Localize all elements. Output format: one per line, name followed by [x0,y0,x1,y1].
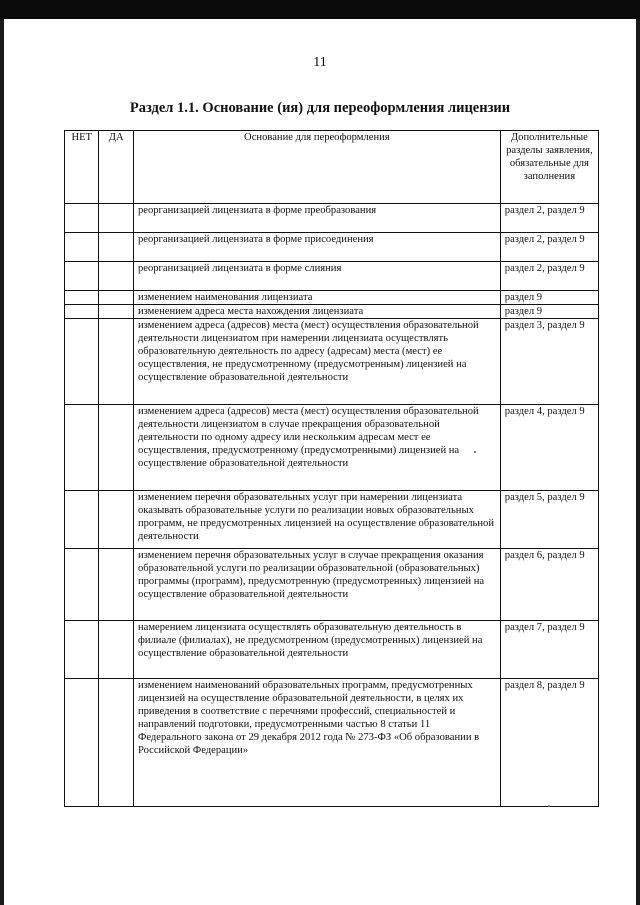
table-row [65,549,599,621]
scan-speck [474,451,476,453]
checkbox-cell-net[interactable] [65,405,99,491]
basis-cell: намерением лицензиата осуществлять образовательную деятельность в филиале (филиалах), не предусмотренном (предусмотренных) лицензией на осуществление образовательной деятельности [133,621,500,679]
basis-cell: изменением адреса места нахождения лицензиата [133,305,500,319]
basis-table [64,130,599,807]
basis-cell: реорганизацией лицензиата в форме преобразования [133,204,500,233]
extra-sections-cell: раздел 7, раздел 9 [500,621,598,679]
section-title: Раздел 1.1. Основание (ия) для переоформления лицензии [129,100,511,116]
header-basis: Основание для переоформления [133,131,500,204]
checkbox-cell-net[interactable] [65,319,99,405]
checkbox-cell-da[interactable] [99,262,133,291]
extra-sections-cell: раздел 8, раздел 9 [500,679,598,807]
table-row [65,262,599,291]
table-row [65,621,599,679]
table-row [65,291,599,305]
checkbox-cell-da[interactable] [99,305,133,319]
basis-cell: изменением наименования лицензиата [133,291,500,305]
basis-cell: изменением адреса (адресов) места (мест) осуществления образовательной деятельности лицензиатом в случае прекращения образовательной деятельности по одному адресу или нескольким адресам мест ее осуществления, предусмотренному (предусмотренными) лицензией на осуществление образовательной деятельности [133,405,500,491]
checkbox-cell-da[interactable] [99,679,133,807]
checkbox-cell-net[interactable] [65,491,99,549]
checkbox-cell-da[interactable] [99,621,133,679]
scan-left-border [0,19,4,905]
checkbox-cell-da[interactable] [99,291,133,305]
checkbox-cell-net[interactable] [65,679,99,807]
extra-sections-cell: раздел 2, раздел 9 [500,233,598,262]
checkbox-cell-da[interactable] [99,204,133,233]
checkbox-cell-net[interactable] [65,204,99,233]
extra-sections-cell: раздел 2, раздел 9 [500,204,598,233]
table-row [65,204,599,233]
checkbox-cell-net[interactable] [65,291,99,305]
table-row [65,405,599,491]
scan-top-border [0,0,640,19]
page-number: 11 [313,55,327,70]
extra-sections-cell: раздел 9 [500,291,598,305]
table-row [65,679,599,807]
checkbox-cell-net[interactable] [65,305,99,319]
extra-sections-cell: раздел 2, раздел 9 [500,262,598,291]
checkbox-cell-da[interactable] [99,405,133,491]
basis-cell: изменением перечня образовательных услуг в случае прекращения оказания образовательной услуги по реализации образовательной (образовательных) программы (программ), предусмотренную (предусмотренных) лицензией на осуществление образовательной деятельности [133,549,500,621]
table-row [65,305,599,319]
table-row [65,491,599,549]
checkbox-cell-da[interactable] [99,549,133,621]
header-net: НЕТ [65,131,99,204]
checkbox-cell-da[interactable] [99,491,133,549]
table-row [65,319,599,405]
checkbox-cell-da[interactable] [99,233,133,262]
basis-cell: изменением наименований образовательных программ, предусмотренных лицензией на осуществление образовательной деятельности, в целях их приведения в соответствие с перечнями профессий, специальностей и направлений подготовки, предусмотренными частью 8 статьи 11 Федерального закона от 29 декабря 2012 года № 273-ФЗ «Об образовании в Российской Федерации» [133,679,500,807]
table-row [65,233,599,262]
scan-right-border [636,19,640,905]
checkbox-cell-net[interactable] [65,233,99,262]
table-header-row [65,131,599,204]
extra-sections-cell: раздел 9 [500,305,598,319]
basis-cell: изменением перечня образовательных услуг при намерении лицензиата оказывать образовательные услуги по реализации новых образовательных программ, не предусмотренных лицензией на осуществление образовательной деятельности [133,491,500,549]
extra-sections-cell: раздел 4, раздел 9 [500,405,598,491]
checkbox-cell-net[interactable] [65,621,99,679]
scan-speck [548,805,550,807]
basis-cell: изменением адреса (адресов) места (мест) осуществления образовательной деятельности лицензиатом при намерении лицензиата осуществлять образовательную деятельность по адресу (адресам) места (мест) ее осуществления, не предусмотренному (предусмотренным) лицензией на осуществление образовательной деятельности [133,319,500,405]
checkbox-cell-net[interactable] [65,549,99,621]
checkbox-cell-net[interactable] [65,262,99,291]
header-da: ДА [99,131,133,204]
extra-sections-cell: раздел 5, раздел 9 [500,491,598,549]
header-extra-sections: Дополнительные разделы заявления, обязательные для заполнения [500,131,598,204]
basis-cell: реорганизацией лицензиата в форме присоединения [133,233,500,262]
extra-sections-cell: раздел 6, раздел 9 [500,549,598,621]
checkbox-cell-da[interactable] [99,319,133,405]
basis-cell: реорганизацией лицензиата в форме слияния [133,262,500,291]
extra-sections-cell: раздел 3, раздел 9 [500,319,598,405]
